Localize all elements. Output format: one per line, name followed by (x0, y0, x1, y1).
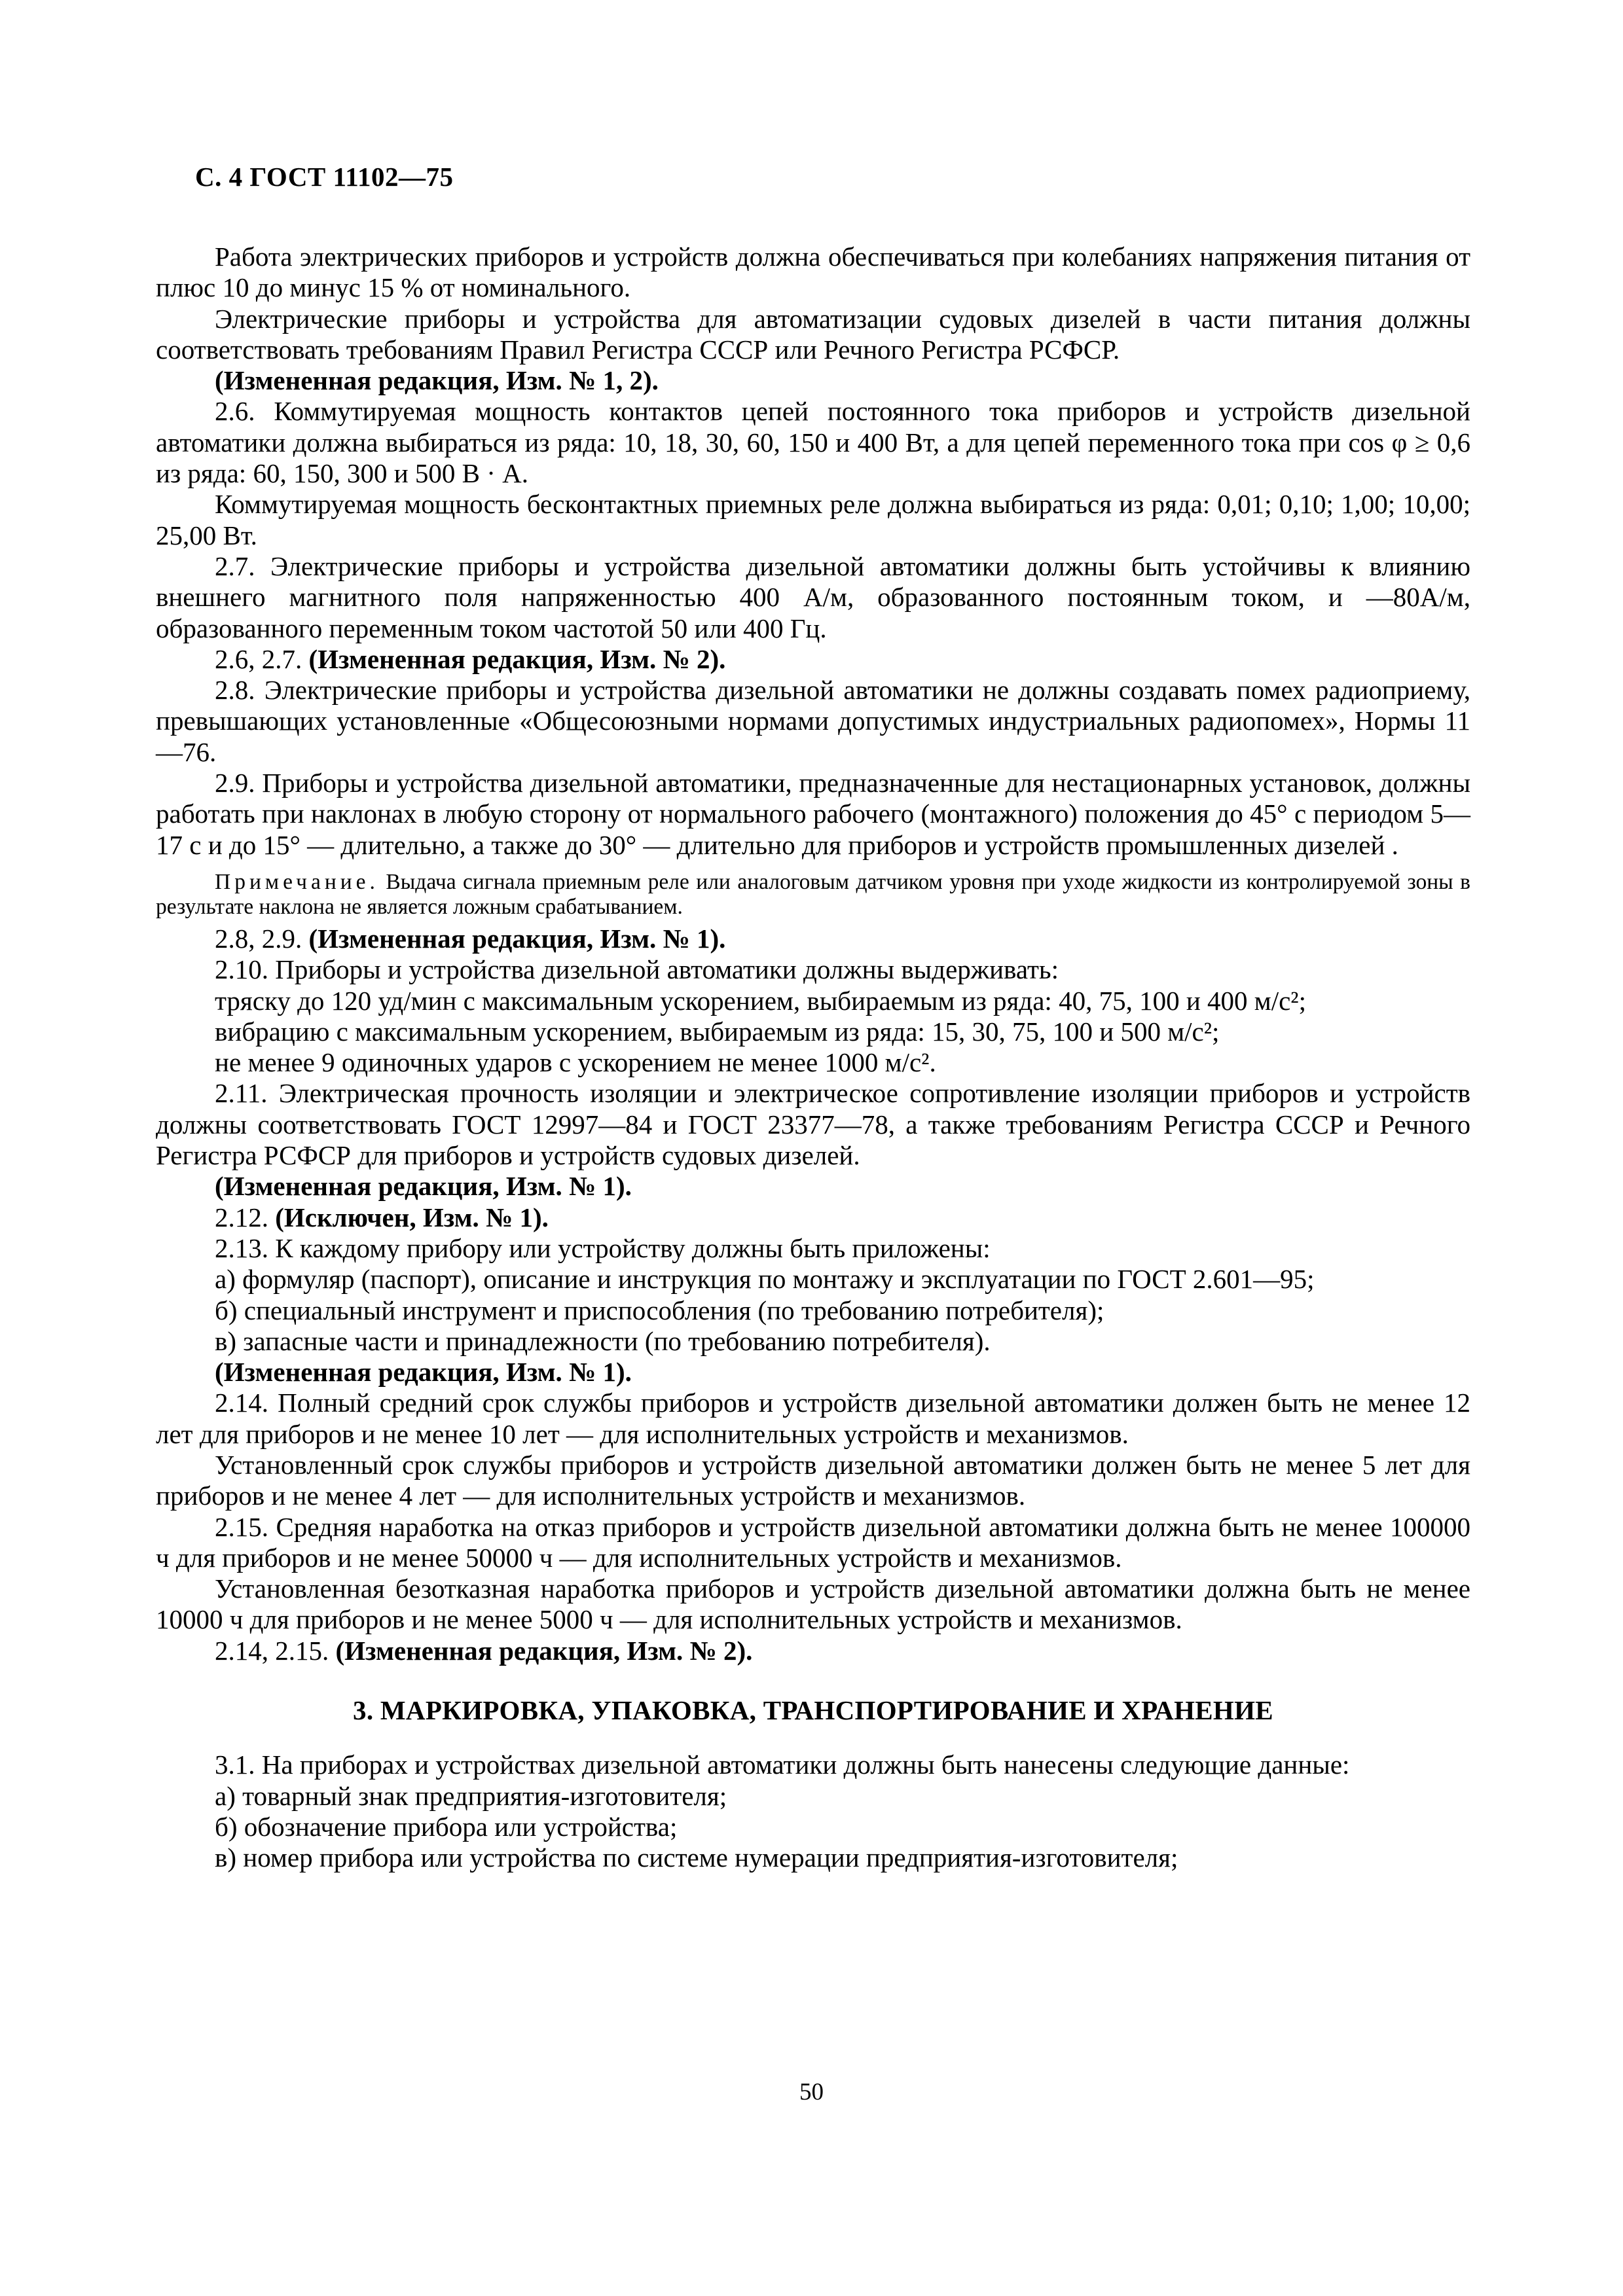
list-item: а) формуляр (паспорт), описание и инструкция по монтажу и эксплуатации по ГОСТ 2.601—95; (215, 1264, 1315, 1295)
amendment-note (156, 1202, 1470, 1233)
clause-ref: 2.8, 2.9. (215, 923, 309, 954)
note-label: Примечание. (215, 869, 379, 894)
page-header: С. 4 ГОСТ 11102—75 (195, 162, 454, 192)
paragraph: 2.15. Средняя наработка на отказ приборов и устройств дизельной автоматики должна быть не менее 100000 ч для приборов и не менее 50000 ч — для исполнительных устройств и механизмов. (156, 1511, 1470, 1573)
paragraph: Коммутируемая мощность бесконтактных приемных реле должна выбираться из ряда: 0,01; 0,10; 1,00; 10,00; 25,00 Вт. (156, 489, 1470, 550)
list-item: вибрацию с максимальным ускорением, выбираемым из ряда: 15, 30, 75, 100 и 500 м/с²; (215, 1016, 1220, 1047)
amendment-note (156, 1357, 1470, 1388)
amendment-bold: (Измененная редакция, Изм. № 2). (308, 643, 726, 674)
page-number: 50 (799, 2079, 824, 2106)
list-item: а) товарный знак предприятия-изготовителя; (215, 1780, 727, 1811)
section-heading: 3. МАРКИРОВКА, УПАКОВКА, ТРАНСПОРТИРОВАНИЕ И ХРАНЕНИЕ (353, 1695, 1273, 1726)
list-item: в) номер прибора или устройства по системе нумерации предприятия-изготовителя; (215, 1842, 1178, 1873)
list-item: тряску до 120 уд/мин с максимальным ускорением, выбираемым из ряда: 40, 75, 100 и 400 м/с²; (215, 985, 1306, 1016)
amendment-bold: (Измененная редакция, Изм. № 1). (215, 1357, 632, 1388)
paragraph: 2.8. Электрические приборы и устройства дизельной автоматики не должны создавать помех радиоприему, превышающих установленные «Общесоюзными нормами допустимых индустриальных радиопомех», Нормы 11—76. (156, 675, 1470, 767)
amendment-bold: (Измененная редакция, Изм. № 1). (308, 923, 726, 954)
note (156, 870, 1470, 920)
document-body (156, 242, 1470, 1874)
clause-ref: 2.14, 2.15. (215, 1635, 336, 1666)
clause-ref: 2.12. (215, 1202, 276, 1232)
paragraph: Установленный срок службы приборов и устройств дизельной автоматики должен быть не менее 5 лет для приборов и не менее 4 лет — для исполнительных устройств и механизмов. (156, 1449, 1470, 1511)
amendment-bold: (Измененная редакция, Изм. № 1, 2). (215, 365, 659, 396)
paragraph: 2.9. Приборы и устройства дизельной автоматики, предназначенные для нестационарных установок, должны работать при наклонах в любую сторону от нормального рабочего (монтажного) положения до 45° с периодом 5—17 с и до 15° — длительно, а также до 30° — длительно для приборов и устройств промышленных дизелей . (156, 768, 1470, 860)
amendment-note (156, 644, 1470, 675)
list-item: б) обозначение прибора или устройства; (215, 1811, 678, 1842)
amendment-note (156, 924, 1470, 954)
note-text: Выдача сигнала приемным реле или аналоговым датчиком уровня при уходе жидкости из контролируемой зоны в результате наклона не является ложным срабатыванием. (156, 869, 1470, 919)
clause-ref: 2.6, 2.7. (215, 643, 309, 674)
paragraph: Работа электрических приборов и устройств должна обеспечиваться при колебаниях напряжения питания от плюс 10 до минус 15 % от номинального. (156, 242, 1470, 303)
paragraph: 3.1. На приборах и устройствах дизельной автоматики должны быть нанесены следующие данные: (215, 1749, 1350, 1780)
amendment-bold: (Измененная редакция, Изм. № 1). (215, 1171, 632, 1202)
paragraph: 2.10. Приборы и устройства дизельной автоматики должны выдерживать: (215, 954, 1059, 985)
paragraph: 2.6. Коммутируемая мощность контактов цепей постоянного тока приборов и устройств дизельной автоматики должна выбираться из ряда: 10, 18, 30, 60, 150 и 400 Вт, а для цепей переменного тока при cos φ ≥ 0,6 из ряда: 60, 150, 300 и 500 В · А. (156, 396, 1470, 489)
paragraph: Установленная безотказная наработка приборов и устройств дизельной автоматики должна быть не менее 10000 ч для приборов и не менее 5000 ч — для исполнительных устройств и механизмов. (156, 1573, 1470, 1635)
amendment-bold: (Измененная редакция, Изм. № 2). (335, 1635, 753, 1666)
list-item: не менее 9 одиночных ударов с ускорением не менее 1000 м/с². (215, 1047, 936, 1078)
paragraph: 2.11. Электрическая прочность изоляции и электрическое сопротивление изоляции приборов и устройств должны соответствовать ГОСТ 12997—84 и ГОСТ 23377—78, а также требованиям Регистра СССР и Речного Регистра РСФСР для приборов и устройств судовых дизелей. (156, 1078, 1470, 1171)
amendment-note (156, 1171, 1470, 1202)
amendment-bold: (Исключен, Изм. № 1). (275, 1202, 549, 1232)
paragraph: 2.14. Полный средний срок службы приборов и устройств дизельной автоматики должен быть не менее 12 лет для приборов и не менее 10 лет — для исполнительных устройств и механизмов. (156, 1388, 1470, 1449)
paragraph: 2.7. Электрические приборы и устройства дизельной автоматики должны быть устойчивы к влиянию внешнего магнитного поля напряженностью 400 А/м, образованного постоянным током, и —80А/м, образованного переменным током частотой 50 или 400 Гц. (156, 550, 1470, 643)
amendment-note (156, 1636, 1470, 1666)
paragraph: Электрические приборы и устройства для автоматизации судовых дизелей в части питания должны соответствовать требованиям Правил Регистра СССР или Речного Регистра РСФСР. (156, 303, 1470, 365)
list-item: в) запасные части и принадлежности (по требованию потребителя). (215, 1325, 991, 1356)
amendment-note (156, 365, 1470, 396)
paragraph: 2.13. К каждому прибору или устройству должны быть приложены: (215, 1232, 991, 1263)
list-item: б) специальный инструмент и приспособления (по требованию потребителя); (215, 1295, 1104, 1325)
